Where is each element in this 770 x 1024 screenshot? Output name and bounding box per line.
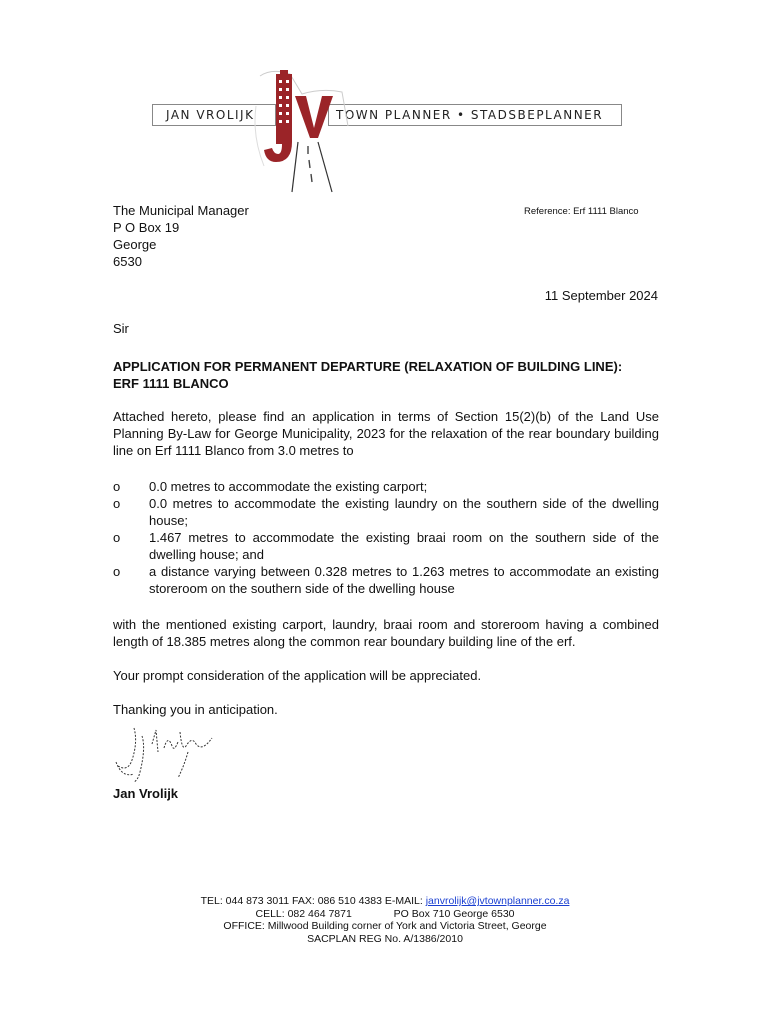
conclusion-paragraph: with the mentioned existing carport, laundry, braai room and storeroom having a combined length of 18.385 metres along the common rear boundary building line of the erf.	[113, 617, 659, 649]
list-item	[113, 478, 659, 495]
footer-office: OFFICE: Millwood Building corner of York and Victoria Street, George	[223, 920, 547, 932]
relaxation-list	[113, 478, 659, 597]
footer-contact: TEL: 044 873 3011 FAX: 086 510 4383 E-MAIL:	[200, 895, 426, 907]
subject-line-1: APPLICATION FOR PERMANENT DEPARTURE (RELAXATION OF BUILDING LINE):	[113, 359, 623, 374]
footer-cell: CELL: 082 464 7871	[255, 907, 352, 920]
list-item	[113, 495, 659, 529]
request-paragraph: Your prompt consideration of the application will be appreciated.	[113, 668, 482, 683]
subject-heading	[113, 358, 659, 392]
letterhead-logo	[152, 66, 620, 194]
recipient-postcode: 6530	[113, 254, 142, 269]
reference: Reference: Erf 1111 Blanco	[524, 206, 639, 217]
list-item	[113, 529, 659, 563]
footer-pobox: PO Box 710 George 6530	[393, 907, 515, 920]
signatory-name: Jan Vrolijk	[113, 786, 179, 801]
list-item-text: 1.467 metres to accommodate the existing braai room on the southern side of the dwelling house; and	[149, 530, 659, 562]
letter-footer	[0, 895, 770, 945]
bullet: o	[113, 530, 121, 545]
salutation: Sir	[113, 321, 129, 336]
bullet: o	[113, 564, 121, 579]
letter-date: 11 September 2024	[544, 288, 658, 303]
footer-cell-line	[0, 908, 770, 921]
recipient-city: George	[113, 237, 157, 252]
list-item-text: 0.0 metres to accommodate the existing carport;	[149, 479, 428, 494]
list-item	[113, 563, 659, 597]
subject-line-2: ERF 1111 BLANCO	[113, 376, 229, 391]
bullet: o	[113, 496, 121, 511]
list-item-text: 0.0 metres to accommodate the existing laundry on the southern side of the dwelling house;	[149, 496, 659, 528]
email-link[interactable]: janvrolijk@jvtownplanner.co.za	[425, 895, 570, 907]
letterhead-name: JAN VROLIJK	[166, 108, 255, 122]
footer-sacplan: SACPLAN REG No. A/1386/2010	[307, 932, 463, 945]
list-item-text: a distance varying between 0.328 metres to 1.263 metres to accommodate an existing storeroom on the southern side of the dwelling house	[149, 564, 659, 596]
handwritten-signature	[112, 722, 222, 784]
thanks-paragraph: Thanking you in anticipation.	[113, 702, 278, 717]
recipient-address	[113, 202, 249, 270]
bullet: o	[113, 479, 121, 494]
recipient-title: The Municipal Manager	[113, 203, 249, 218]
letterhead-title: TOWN PLANNER • STADSBEPLANNER	[336, 108, 604, 122]
intro-paragraph: Attached hereto, please find an application in terms of Section 15(2)(b) of the Land Use Planning By-Law for George Municipality, 2023 for the relaxation of the rear boundary building line on Erf 1111 Blanco from 3.0 metres to	[113, 409, 659, 458]
footer-contact-line	[0, 895, 770, 908]
jv-monogram-icon	[152, 66, 620, 194]
recipient-pobox: P O Box 19	[113, 220, 180, 235]
